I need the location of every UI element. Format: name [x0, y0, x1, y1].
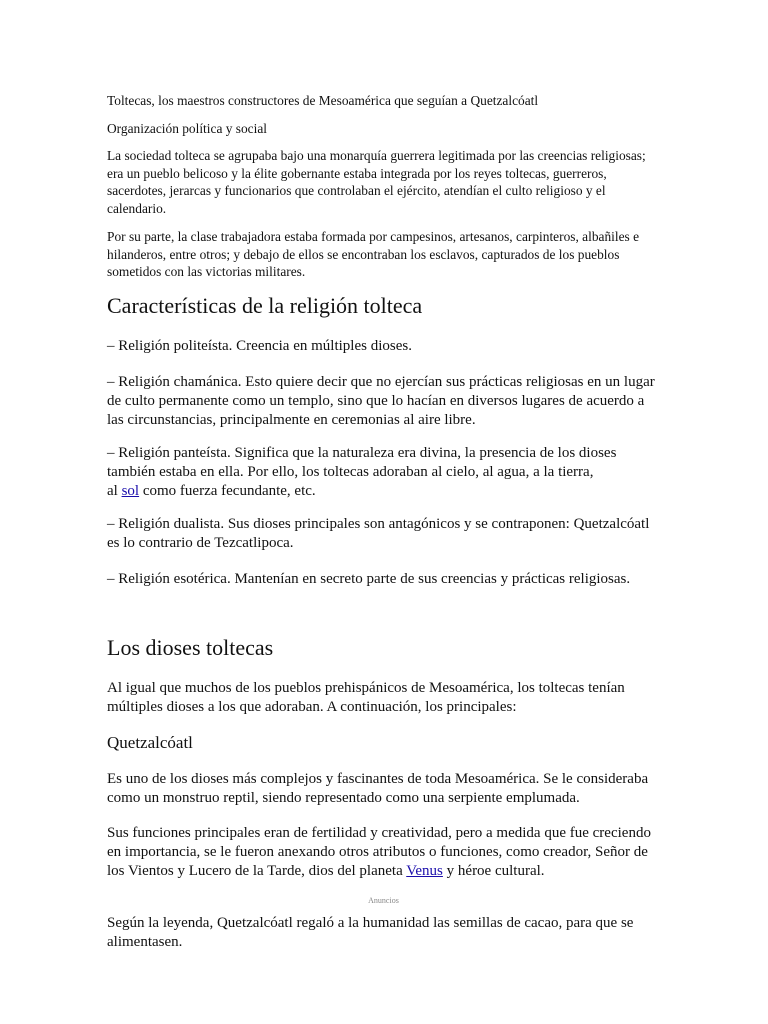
religion-item-panteista-pre: al [107, 482, 122, 499]
religion-item-panteista-line [107, 482, 663, 501]
religion-item-politeista: – Religión politeísta. Creencia en múltiples dioses. [107, 338, 412, 354]
paragraph-clase-trabajadora: Por su parte, la clase trabajadora estaba formada por campesinos, artesanos, carpinteros, albañiles e hilanderos, entre otros; y debajo de ellos se encontraban los esclavos, capturados de los pueblos sometidos con las victorias militares. [107, 229, 640, 280]
paragraph-dioses-intro: Al igual que muchos de los pueblos prehispánicos de Mesoamérica, los toltecas tenían múltiples dioses a los que adoraban. A continuación, los principales: [107, 680, 625, 715]
venus-link[interactable]: Venus [406, 862, 443, 879]
ad-label: Anuncios [368, 896, 399, 905]
heading-religion: Características de la religión tolteca [107, 293, 423, 318]
heading-dioses: Los dioses toltecas [107, 635, 274, 660]
paragraph-quetzalcoatl-3: Según la leyenda, Quetzalcóatl regaló a la humanidad las semillas de cacao, para que se alimentasen. [107, 915, 634, 950]
paragraph-quetzalcoatl-1: Es uno de los dioses más complejos y fascinantes de toda Mesoamérica. Se le consideraba como un monstruo reptil, siendo representado como una serpiente emplumada. [107, 771, 649, 806]
religion-item-esoterica: – Religión esotérica. Mantenían en secreto parte de sus creencias y prácticas religiosas. [107, 571, 631, 587]
religion-item-dualista: – Religión dualista. Sus dioses principales son antagónicos y se contraponen: Quetzalcóatl es lo contrario de Tezcatlipoca. [107, 516, 650, 551]
religion-item-panteista [107, 444, 663, 500]
religion-item-panteista-post: como fuerza fecundante, etc. [139, 482, 316, 499]
paragraph-sociedad: La sociedad tolteca se agrupaba bajo una monarquía guerrera legitimada por las creencias religiosas; era un pueblo belicoso y la élite gobernante estaba integrada por los reyes toltecas, guerreros, sacerdotes, jerarcas y funcionarios que controlaban el ejército, atendían el culto religioso y el calendario. [107, 148, 646, 216]
paragraph-quetzalcoatl-2-pre: Sus funciones principales eran de fertilidad y creatividad, pero a medida que fue creciendo en importancia, se le fueron anexando otros atributos o funciones, como creador, Señor de los Vientos y Lucero de la Tarde, dios del planeta [107, 825, 651, 879]
section-heading-organizacion: Organización política y social [107, 121, 268, 136]
religion-item-panteista-text: – Religión panteísta. Significa que la naturaleza era divina, la presencia de los dioses también estaba en ella. Por ello, los toltecas adoraban al cielo, al agua, a la tierra, [107, 445, 617, 480]
paragraph-quetzalcoatl-2 [107, 824, 663, 880]
subheading-quetzalcoatl: Quetzalcóatl [107, 733, 193, 752]
religion-item-chamanica: – Religión chamánica. Esto quiere decir que no ejercían sus prácticas religiosas en un lugar de culto permanente como un templo, sino que lo hacían en diversos lugares de acuerdo a las circunstancias, principalmente en ceremonias al aire libre. [107, 374, 655, 428]
paragraph-quetzalcoatl-2-post: y héroe cultural. [442, 862, 545, 879]
article-title-line: Toltecas, los maestros constructores de Mesoamérica que seguían a Quetzalcóatl [107, 93, 539, 108]
sol-link[interactable]: sol [121, 482, 140, 499]
